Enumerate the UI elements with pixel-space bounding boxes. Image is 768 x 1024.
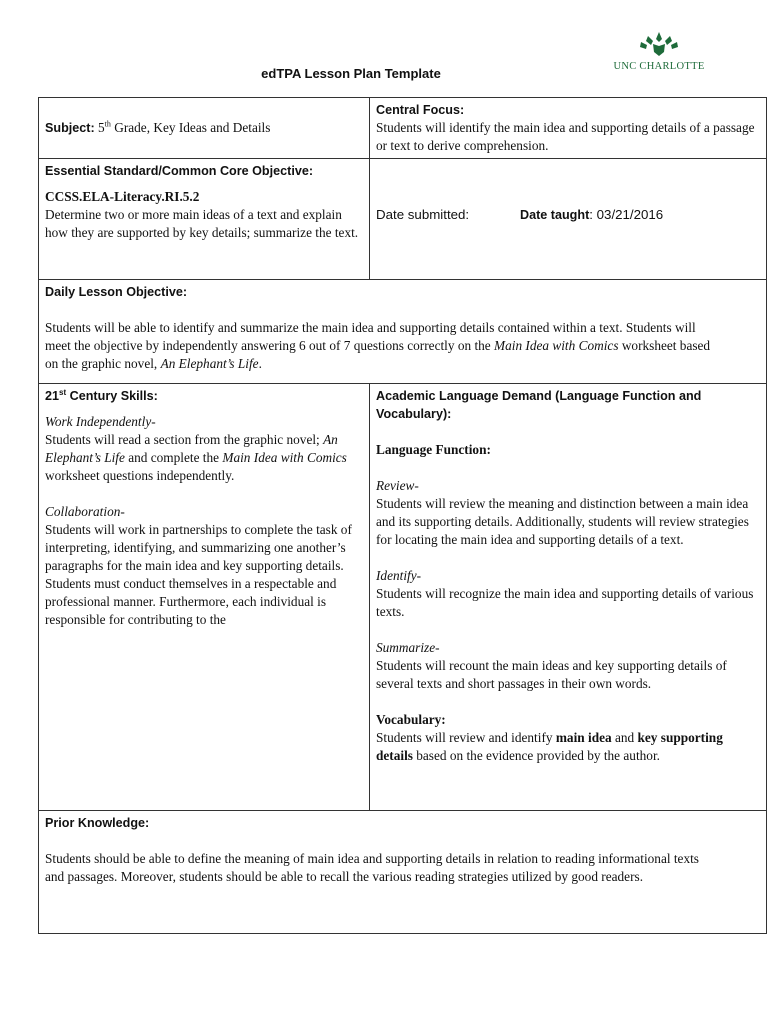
row-skills-language xyxy=(39,384,767,811)
daily-objective-cell xyxy=(39,280,767,384)
crown-icon xyxy=(639,30,679,60)
central-focus-cell xyxy=(370,98,767,159)
row-prior-knowledge xyxy=(39,811,767,934)
logo-text: UNC CHARLOTTE xyxy=(613,61,705,72)
prior-knowledge-text: Students should be able to define the meaning of main idea and supporting details in relation to reading informational texts and passages. Moreover, students should be able to recall the various reading strategies utilized by good readers. xyxy=(45,851,699,884)
term-key-supporting-details: key supporting details xyxy=(376,730,723,763)
subject-cell xyxy=(39,98,370,159)
identify-text: Students will recognize the main idea and supporting details of various texts. xyxy=(376,586,754,619)
work-independently-heading: Work Independently- xyxy=(45,414,156,429)
date-submitted-label: Date submitted: xyxy=(376,206,470,222)
review-heading: Review- xyxy=(376,478,419,493)
standard-cell xyxy=(39,159,370,280)
standard-label: Essential Standard/Common Core Objective: xyxy=(45,164,314,178)
academic-language-label: Academic Language Demand (Language Function and Vocabulary): xyxy=(376,389,702,421)
central-focus-text: Students will identify the main idea and supporting details of a passage or text to derive comprehension. xyxy=(376,120,755,153)
collaboration-text: Students will work in partnerships to complete the task of interpreting, identifying, and summarizing one another’s paragraphs for the main idea and key supporting details. Students must conduct themselves in a respectable and professional manner. Furthermore, each individual is responsible for contributing to the xyxy=(45,522,352,627)
academic-language-cell xyxy=(370,384,767,811)
subject-grade-suffix: th xyxy=(104,119,111,129)
daily-objective-text: Students will be able to identify and summarize the main idea and supporting details contained within a text. Students will meet the objective by independently answering 6 out of 7 questions correctly on the Main Idea with Comics worksheet based on the graphic novel, An Elephant’s Life. xyxy=(45,320,711,371)
summarize-heading: Summarize- xyxy=(376,640,440,655)
row-standard xyxy=(39,159,767,280)
standard-code: CCSS.ELA-Literacy.RI.5.2 xyxy=(45,189,200,204)
row-subject xyxy=(39,98,767,159)
date-taught-label: Date taught xyxy=(520,207,590,222)
skills-label: 21st Century Skills: xyxy=(45,387,158,403)
review-text: Students will review the meaning and distinction between a main idea and its supporting details. Additionally, students will review strategies for locating the main idea and supporting details of a text. xyxy=(376,496,749,547)
prior-knowledge-label: Prior Knowledge: xyxy=(45,816,150,830)
prior-knowledge-cell xyxy=(39,811,767,934)
vocabulary-label: Vocabulary: xyxy=(376,712,446,727)
novel-title: An Elephant’s Life xyxy=(160,356,259,371)
row-daily-objective xyxy=(39,280,767,384)
subject-grade: 5 xyxy=(98,120,105,135)
collaboration-heading: Collaboration- xyxy=(45,504,125,519)
subject-text: Grade, Key Ideas and Details xyxy=(110,120,271,135)
identify-heading: Identify- xyxy=(376,568,422,583)
central-focus-label: Central Focus: xyxy=(376,103,465,117)
document-title: edTPA Lesson Plan Template xyxy=(261,66,441,81)
subject-label: Subject: xyxy=(45,121,95,135)
standard-text: Determine two or more main ideas of a text and explain how they are supported by key details; summarize the text. xyxy=(45,207,359,240)
lesson-plan-table xyxy=(38,97,767,934)
term-main-idea: main idea xyxy=(555,730,612,745)
work-independently-text: Students will read a section from the graphic novel; An Elephant’s Life and complete the Main Idea with Comics worksheet questions independently. xyxy=(45,432,347,483)
skills-cell xyxy=(39,384,370,811)
worksheet-title: Main Idea with Comics xyxy=(494,338,619,353)
language-function-label: Language Function: xyxy=(376,442,491,457)
daily-objective-label: Daily Lesson Objective: xyxy=(45,285,188,299)
date-taught-value: : 03/21/2016 xyxy=(589,206,664,222)
vocabulary-text: Students will review and identify main idea and key supporting details based on the evidence provided by the author. xyxy=(376,730,723,763)
dates-cell xyxy=(370,159,767,280)
summarize-text: Students will recount the main ideas and key supporting details of several texts and short passages in their own words. xyxy=(376,658,727,691)
